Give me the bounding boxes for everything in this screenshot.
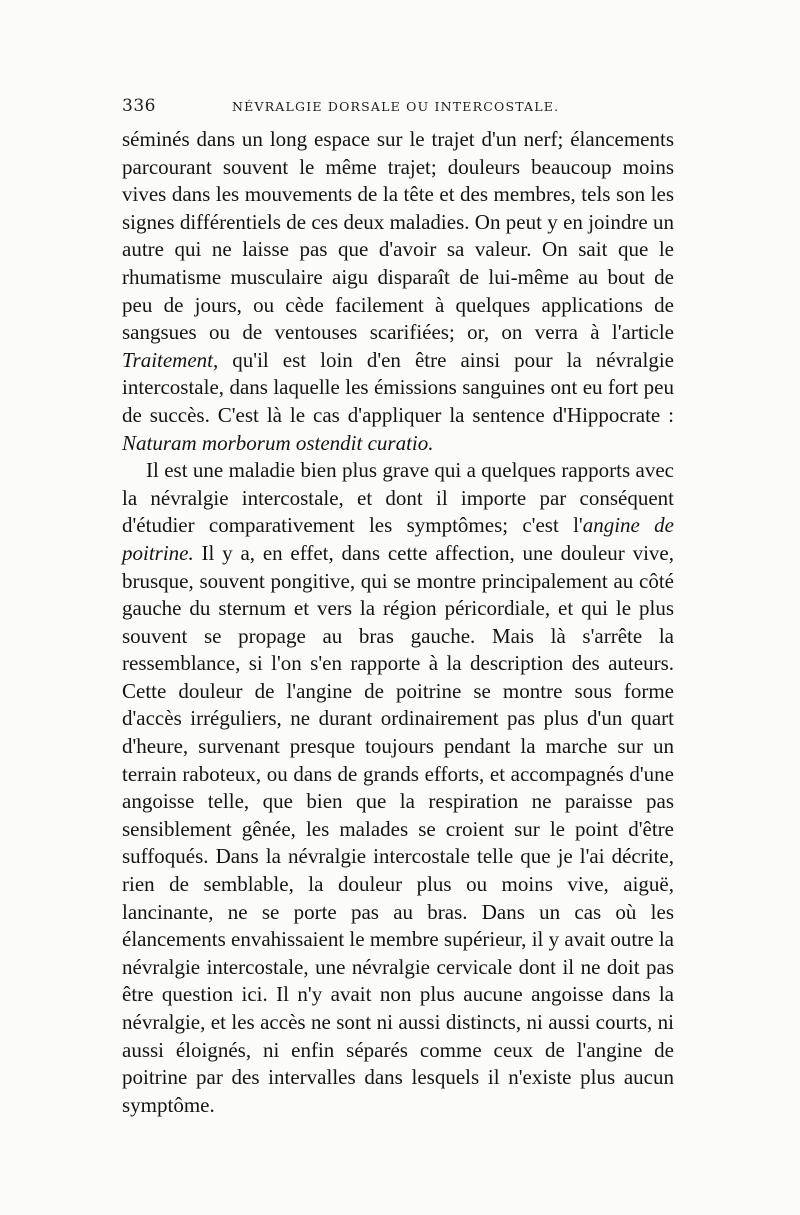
page-number: 336 <box>122 96 156 116</box>
page-header <box>122 96 674 118</box>
paragraph-2-emphasis-angine: angine de poitrine. <box>122 513 674 565</box>
running-title: NÉVRALGIE DORSALE OU INTERCOSTALE. <box>232 99 560 114</box>
paragraph-2 <box>122 457 674 1119</box>
paragraph-2-text-a: Il est une maladie bien plus grave qui a quelques rapports avec la névralgie intercostale, et dont il importe par conséquent d'étudier comparativement les symptômes; c'est l' <box>122 458 674 538</box>
paragraph-1-text-b: , qu'il est loin d'en être ainsi pour la névralgie intercostale, dans laquelle les émissions sanguines ont eu fort peu de succès. C'est là le cas d'appliquer la sentence d'Hippocrate : <box>122 347 674 427</box>
body-text <box>122 126 674 1119</box>
paragraph-1 <box>122 126 674 457</box>
paragraph-2-text-b: Il y a, en effet, dans cette affection, une douleur vive, brusque, souvent pongitive, qui se montre principalement au côté gauche du sternum et vers la région péricordiale, et qui le plus souvent se propage au bras gauche. Mais là s'arrête la ressemblance, si l'on s'en rapporte à la description des auteurs. Cette douleur de l'angine de poitrine se montre sous forme d'accès irréguliers, ne durant ordinairement pas plus d'un quart d'heure, survenant presque toujours pendant la marche sur un terrain raboteux, ou dans de grands efforts, et accompagnés d'une angoisse telle, que bien que la respiration ne paraisse pas sensiblement gênée, les malades se croient sur le point d'être suffoqués. Dans la névralgie intercostale telle que je l'ai décrite, rien de semblable, la douleur plus ou moins vive, aiguë, lancinante, ne se porte pas au bras. Dans un cas où les élancements envahissaient le membre supérieur, il y avait outre la névralgie intercostale, une névralgie cervicale dont il ne doit pas être question ici. Il n'y avait non plus aucune angoisse dans la névralgie, et les accès ne sont ni aussi distincts, ni aussi courts, ni aussi éloignés, ni enfin séparés comme ceux de l'angine de poitrine par des intervalles dans lesquels il n'existe plus aucun symptôme. <box>122 540 674 1117</box>
paragraph-1-text-a: séminés dans un long espace sur le trajet d'un nerf; élancements parcourant souvent le même trajet; douleurs beaucoup moins vives dans les mouvements de la tête et des membres, tels son les signes différentiels de ces deux maladies. On peut y en joindre un autre qui ne laisse pas que d'avoir sa valeur. On sait que le rhumatisme musculaire aigu disparaît de lui-même au bout de peu de jours, ou cède facilement à quelques applications de sangsues ou de ventouses scarifiées; or, on verra à l'article <box>122 127 674 345</box>
paragraph-1-emphasis-latin-quote: Naturam morborum ostendit curatio. <box>122 430 434 455</box>
paragraph-1-emphasis-traitement: Traitement <box>122 347 214 372</box>
